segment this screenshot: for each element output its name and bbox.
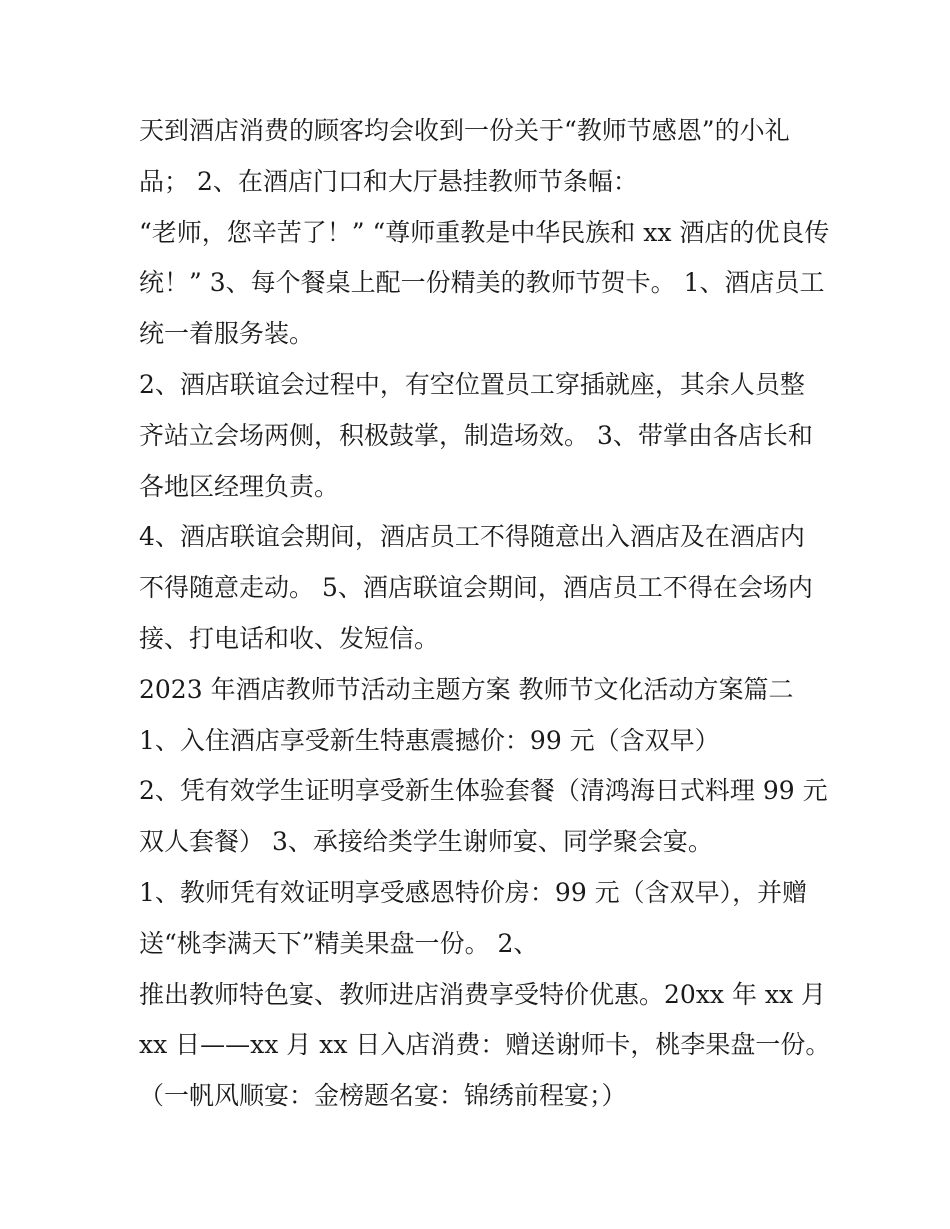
text-line: 双人套餐） 3、承接给类学生谢师宴、同学聚会宴。 (139, 827, 713, 857)
text-line: 品； 2、在酒店门口和大厅悬挂教师节条幅： (139, 166, 638, 196)
text-line: xx 日——xx 月 xx 日入店消费：赠送谢师卡，桃李果盘一份。 (139, 1030, 831, 1060)
text-line: 各地区经理负责。 (139, 471, 340, 501)
text-line: 接、打电话和收、发短信。 (139, 623, 440, 653)
text-line: 2、凭有效学生证明享受新生体验套餐（清鸿海日式料理 99 元 (139, 776, 828, 806)
text-line: 1、入住酒店享受新生特惠震撼价：99 元（含双早） (139, 725, 720, 755)
text-line: 2、酒店联谊会过程中，有空位置员工穿插就座，其余人员整 (139, 369, 805, 399)
text-line: “老师，您辛苦了！” “尊师重教是中华民族和 xx 酒店的优良传 (139, 217, 830, 247)
text-line: 1、教师凭有效证明享受感恩特价房：99 元（含双早），并赠 (139, 877, 808, 907)
text-line: （一帆风顺宴：金榜题名宴：锦绣前程宴；） (139, 1081, 627, 1111)
text-line: 齐站立会场两侧，积极鼓掌，制造场效。 3、带掌由各店长和 (139, 420, 813, 450)
text-line: 推出教师特色宴、教师进店消费享受特价优惠。20xx 年 xx 月 (139, 979, 827, 1009)
text-line: 天到酒店消费的顾客均会收到一份关于“教师节感恩”的小礼 (139, 116, 790, 145)
text-line: 不得随意走动。 5、酒店联谊会期间，酒店员工不得在会场内 (139, 573, 813, 603)
text-line: 统一着服务装。 (139, 319, 315, 349)
body-text (139, 106, 831, 1122)
text-line: 送“桃李满天下”精美果盘一份。 2、 (139, 928, 539, 958)
text-line: 4、酒店联谊会期间，酒店员工不得随意出入酒店及在酒店内 (139, 522, 805, 552)
text-line: 统！” 3、每个餐桌上配一份精美的教师节贺卡。 1、酒店员工 (139, 268, 825, 298)
section-heading: 2023 年酒店教师节活动主题方案 教师节文化活动方案篇二 (139, 674, 794, 704)
